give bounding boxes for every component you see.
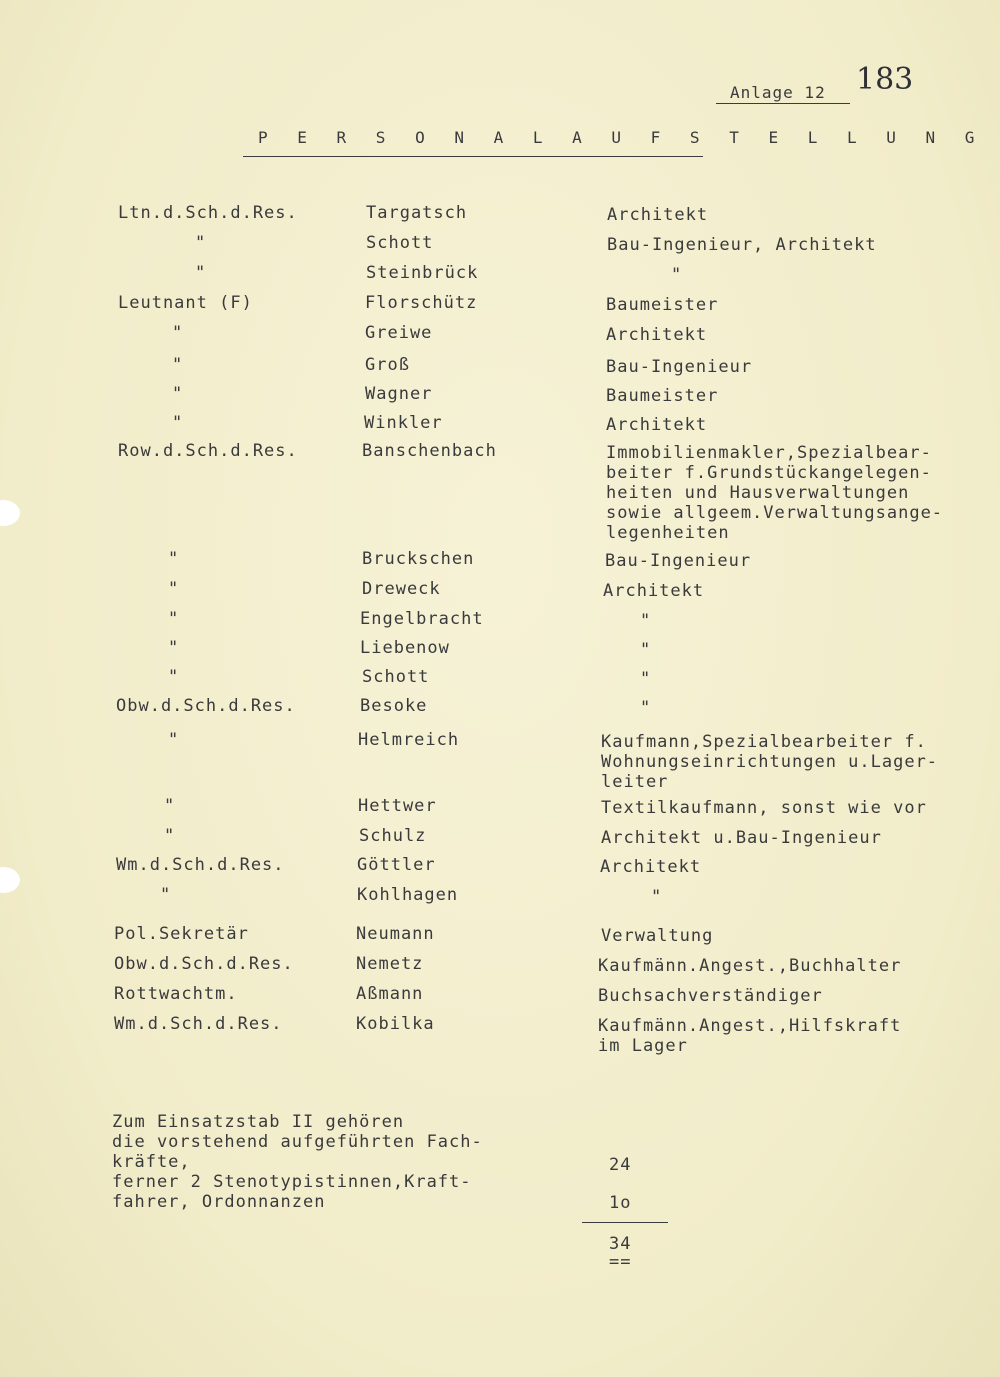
name-cell: Steinbrück [366,263,479,283]
occupation-cell: Architekt [606,325,708,345]
annex-underline [716,103,850,104]
rank-cell: " [195,233,207,253]
occupation-cell: Architekt [600,857,702,877]
name-cell: Engelbracht [360,609,484,629]
rank-cell: Obw.d.Sch.d.Res. [114,954,294,974]
name-cell: Göttler [357,855,436,875]
occupation-cell: " [640,611,652,631]
occupation-cell: Bau-Ingenieur, Architekt [607,235,877,255]
occupation-cell: Bau-Ingenieur [605,551,752,571]
rank-cell: " [172,355,184,375]
rank-cell: " [172,413,184,433]
rank-cell: " [164,826,176,846]
name-cell: Schott [362,667,430,687]
rank-cell: Pol.Sekretär [114,924,249,944]
name-cell: Dreweck [362,579,441,599]
occupation-cell: Immobilienmakler,Spezialbear- beiter f.Grundstückangelegen- heiten und Hausverwaltungen sowie allgeem.Verwaltungsange- legenheiten [606,443,944,543]
rank-cell: Rottwachtm. [114,984,238,1004]
occupation-cell: Buchsachverständiger [598,986,823,1006]
rank-cell: " [195,263,207,283]
name-cell: Greiwe [365,323,433,343]
occupation-cell: " [640,669,652,689]
name-cell: Neumann [356,924,435,944]
rank-cell: " [172,323,184,343]
rank-cell: Wm.d.Sch.d.Res. [114,1014,283,1034]
name-cell: Winkler [364,413,443,433]
name-cell: Kohlhagen [357,885,459,905]
occupation-cell: Kaufmann,Spezialbearbeiter f. Wohnungseinrichtungen u.Lager- leiter [601,732,939,792]
rank-cell: " [168,730,180,750]
occupation-cell: Textilkaufmann, sonst wie vor [601,798,927,818]
document-title: P E R S O N A L A U F S T E L L U N G [258,128,985,147]
rank-cell: " [168,549,180,569]
name-cell: Helmreich [358,730,460,750]
name-cell: Bruckschen [362,549,475,569]
occupation-cell: " [640,698,652,718]
sum-line [582,1222,668,1223]
rank-cell: " [168,579,180,599]
count-other: 1o [609,1193,632,1213]
rank-cell: " [160,885,172,905]
occupation-cell: " [671,265,683,285]
rank-cell: Wm.d.Sch.d.Res. [116,855,285,875]
rank-cell: Obw.d.Sch.d.Res. [116,696,296,716]
name-cell: Groß [365,355,410,375]
name-cell: Aßmann [356,984,424,1004]
name-cell: Florschütz [365,293,478,313]
title-underline [243,156,703,157]
total-double-underline: == [609,1252,632,1272]
count-total: 34 [609,1234,632,1254]
occupation-cell: Architekt u.Bau-Ingenieur [601,828,882,848]
rank-cell: Ltn.d.Sch.d.Res. [118,203,298,223]
folio-number: 183 [856,62,914,97]
rank-cell: Row.d.Sch.d.Res. [118,441,298,461]
annex-label: Anlage 12 [730,83,826,102]
name-cell: Liebenow [360,638,450,658]
name-cell: Kobilka [356,1014,435,1034]
occupation-cell: Verwaltung [601,926,714,946]
occupation-cell: " [651,887,663,907]
occupation-cell: Baumeister [606,295,719,315]
rank-cell: " [168,638,180,658]
rank-cell: " [172,384,184,404]
name-cell: Targatsch [366,203,468,223]
occupation-cell: Architekt [606,415,708,435]
name-cell: Besoke [360,696,428,716]
occupation-cell: Baumeister [606,386,719,406]
summary-text: Zum Einsatzstab II gehören die vorstehend aufgeführten Fach- kräfte, ferner 2 Stenotypistinnen,Kraft- fahrer, Ordonnanzen [112,1112,483,1212]
occupation-cell: " [640,640,652,660]
name-cell: Schott [366,233,434,253]
occupation-cell: Bau-Ingenieur [606,357,753,377]
count-staff: 24 [609,1155,632,1175]
name-cell: Wagner [365,384,433,404]
name-cell: Hettwer [358,796,437,816]
rank-cell: " [168,609,180,629]
name-cell: Banschenbach [362,441,497,461]
rank-cell: " [164,796,176,816]
occupation-cell: Architekt [603,581,705,601]
rank-cell: Leutnant (F) [118,293,253,313]
occupation-cell: Kaufmänn.Angest.,Hilfskraft im Lager [598,1016,902,1056]
rank-cell: " [168,667,180,687]
name-cell: Nemetz [356,954,424,974]
name-cell: Schulz [359,826,427,846]
occupation-cell: Architekt [607,205,709,225]
occupation-cell: Kaufmänn.Angest.,Buchhalter [598,956,902,976]
